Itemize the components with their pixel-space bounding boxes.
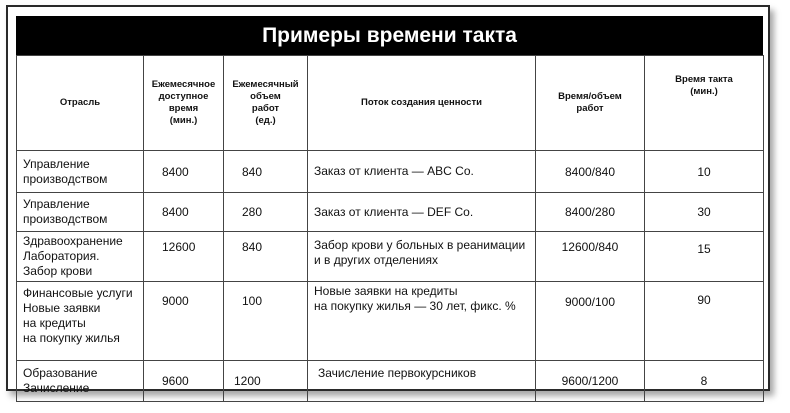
cell-industry: Финансовые услуги Новые заявки на кредиты на покупку жилья bbox=[17, 282, 144, 361]
cell-stream: Новые заявки на кредиты на покупку жилья — 30 лет, фикс. % bbox=[308, 282, 536, 361]
cell-industry: Управление производством bbox=[17, 151, 144, 193]
cell-stream: Забор крови у больных в реанимации и в других отделениях bbox=[308, 232, 536, 282]
cell-time: 8400 bbox=[144, 151, 224, 193]
cell-industry: Управление производством bbox=[17, 193, 144, 232]
cell-takt: 90 bbox=[645, 282, 764, 361]
cell-stream: Заказ от клиента — DEF Co. bbox=[308, 193, 536, 232]
takt-time-table bbox=[16, 55, 764, 402]
cell-stream: Зачисление первокурсников bbox=[308, 361, 536, 402]
cell-volume: 100 bbox=[224, 282, 308, 361]
cell-time: 8400 bbox=[144, 193, 224, 232]
cell-volume: 840 bbox=[224, 151, 308, 193]
cell-industry: Образование Зачисление bbox=[17, 361, 144, 402]
col-header-takt: Время такта (мин.) bbox=[645, 56, 764, 151]
cell-ratio: 9600/1200 bbox=[536, 361, 645, 402]
header-row bbox=[17, 56, 764, 151]
cell-time: 9000 bbox=[144, 282, 224, 361]
table-row bbox=[17, 232, 764, 282]
table-row bbox=[17, 361, 764, 402]
table-row bbox=[17, 193, 764, 232]
cell-ratio: 8400/280 bbox=[536, 193, 645, 232]
cell-stream: Заказ от клиента — ABC Co. bbox=[308, 151, 536, 193]
cell-takt: 15 bbox=[645, 232, 764, 282]
table-title: Примеры времени такта bbox=[16, 16, 763, 55]
cell-ratio: 9000/100 bbox=[536, 282, 645, 361]
col-header-value-stream: Поток создания ценности bbox=[308, 56, 536, 151]
table-row bbox=[17, 282, 764, 361]
cell-industry: Здравоохранение Лаборатория. Забор крови bbox=[17, 232, 144, 282]
cell-volume: 1200 bbox=[224, 361, 308, 402]
table-row bbox=[17, 151, 764, 193]
cell-takt: 8 bbox=[645, 361, 764, 402]
cell-ratio: 8400/840 bbox=[536, 151, 645, 193]
col-header-industry: Отрасль bbox=[17, 56, 144, 151]
cell-volume: 840 bbox=[224, 232, 308, 282]
cell-time: 9600 bbox=[144, 361, 224, 402]
col-header-volume: Ежемесячный объем работ (ед.) bbox=[224, 56, 308, 151]
cell-ratio: 12600/840 bbox=[536, 232, 645, 282]
cell-takt: 10 bbox=[645, 151, 764, 193]
cell-volume: 280 bbox=[224, 193, 308, 232]
cell-time: 12600 bbox=[144, 232, 224, 282]
col-header-available-time: Ежемесячное доступное время (мин.) bbox=[144, 56, 224, 151]
col-header-ratio: Время/объем работ bbox=[536, 56, 645, 151]
cell-takt: 30 bbox=[645, 193, 764, 232]
